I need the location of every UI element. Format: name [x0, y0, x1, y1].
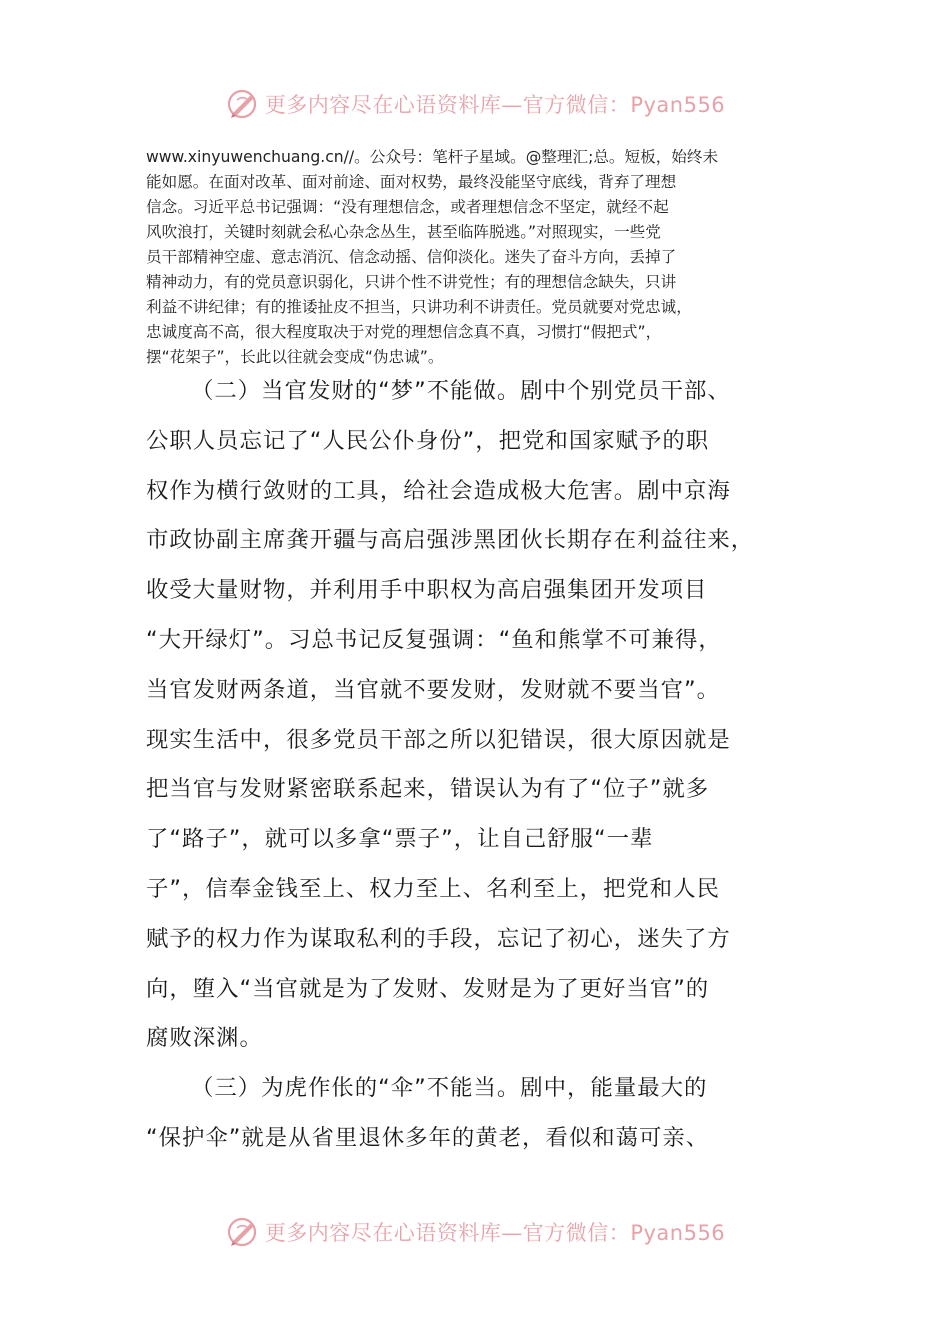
- body-line: 向，堕入“当官就是为了发财、发财是为了更好当官”的: [146, 975, 710, 1002]
- body-line: 子”，信奉金钱至上、权力至上、名利至上，把党和人民: [146, 875, 720, 902]
- small-line: 能如愿。在面对改革、面对前途、面对权势，最终没能坚守底线，背弃了理想: [146, 173, 677, 191]
- body-line: 腐败深渊。: [146, 1025, 263, 1052]
- body-line: 收受大量财物，并利用手中职权为高启强集团开发项目: [146, 577, 708, 604]
- banner-text: 更多内容尽在心语资料库—官方微信：Pyan556: [264, 93, 726, 117]
- body-line: 现实生活中，很多党员干部之所以犯错误，很大原因就是: [146, 726, 731, 753]
- body-line: 当官发财两条道，当官就不要发财，发财就不要当官”。: [146, 676, 720, 703]
- body-text-block: [146, 367, 816, 1164]
- pen-logo-icon: [225, 1214, 261, 1250]
- paragraph-3-heading-line: （三）为虎作伥的“伞”不能当。剧中，能量最大的: [191, 1075, 708, 1102]
- banner-wechat-id: Pyan556: [630, 93, 726, 117]
- banner-text: 更多内容尽在心语资料库—官方微信：Pyan556: [264, 1221, 726, 1245]
- footer-banner: [0, 1212, 950, 1252]
- banner-wechat-id: Pyan556: [630, 1221, 726, 1245]
- body-line: 市政协副主席龚开疆与高启强涉黑团伙长期存在利益往来，: [146, 527, 755, 554]
- body-line: 把当官与发财紧密联系起来，错误认为有了“位子”就多: [146, 776, 710, 803]
- small-line: 员干部精神空虚、意志消沉、信念动摇、信仰淡化。迷失了奋斗方向，丢掉了: [146, 248, 677, 266]
- paragraph-2-heading-line: （二）当官发财的“梦”不能做。剧中个别党员干部、: [191, 378, 731, 404]
- small-line: 忠诚度高不高，很大程度取决于对党的理想信念真不真，习惯打“假把式”，: [146, 323, 662, 341]
- header-banner: [0, 84, 950, 124]
- pen-logo-icon: [225, 86, 261, 122]
- small-line: 信念。习近平总书记强调：“没有理想信念，或者理想信念不坚定，就经不起: [146, 198, 669, 216]
- body-line: “保护伞”就是从省里退休多年的黄老，看似和蔼可亲、: [146, 1124, 710, 1151]
- body-line: 赋予的权力作为谋取私利的手段，忘记了初心，迷失了方: [146, 925, 731, 952]
- small-line: 摆“花架子”，长此以往就会变成“伪忠诚”。: [146, 348, 444, 366]
- small-line: 精神动力，有的党员意识弱化，只讲个性不讲党性；有的理想信念缺失，只讲: [146, 273, 677, 291]
- body-line: “大开绿灯”。习总书记反复强调：“鱼和熊掌不可兼得，: [146, 626, 722, 653]
- small-line: www.xinyuwenchuang.cn//。公众号：笔杆子星域。@整理汇;总。短板，始终未: [146, 148, 719, 166]
- small-text-block: [146, 145, 816, 370]
- small-line: 风吹浪打，关键时刻就会私心杂念丛生，甚至临阵脱逃。”对照现实，一些党: [146, 223, 661, 241]
- small-line: 利益不讲纪律；有的推诿扯皮不担当，只讲功利不讲责任。党员就要对党忠诚，: [146, 298, 692, 316]
- body-line: 权作为横行敛财的工具，给社会造成极大危害。剧中京海: [146, 477, 731, 504]
- body-line: 公职人员忘记了“人民公仆身份”，把党和国家赋予的职: [146, 427, 710, 454]
- body-line: 了“路子”，就可以多拿“票子”，让自己舒服“一辈: [146, 826, 654, 853]
